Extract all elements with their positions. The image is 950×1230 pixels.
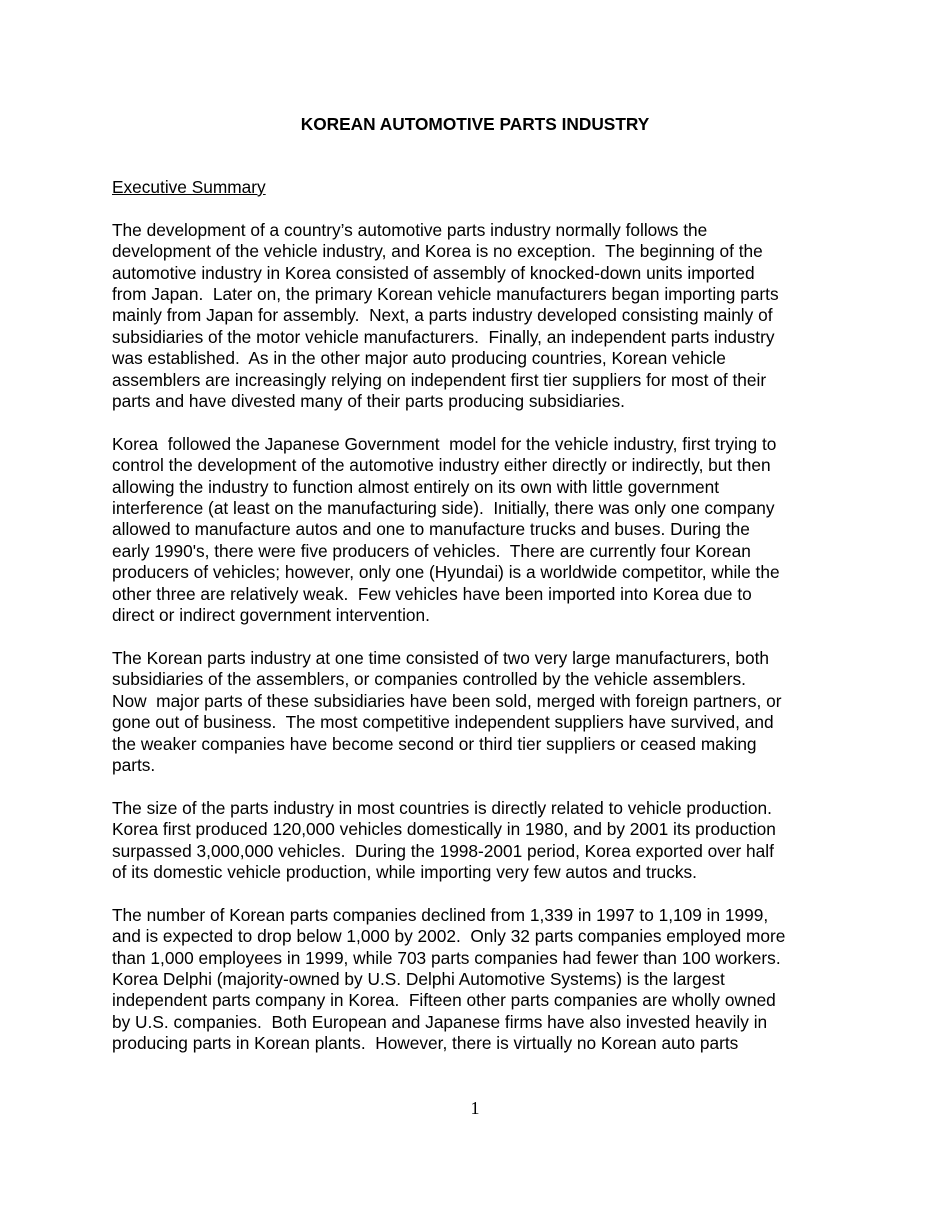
paragraph-line: The Korean parts industry at one time consisted of two very large manufacturers, both	[112, 647, 770, 668]
paragraph-line: by U.S. companies. Both European and Japanese firms have also invested heavily in	[112, 1011, 768, 1032]
paragraph-line: mainly from Japan for assembly. Next, a parts industry developed consisting mainly of	[112, 305, 773, 326]
paragraph-line: other three are relatively weak. Few vehicles have been imported into Korea due to	[112, 583, 752, 604]
paragraph-5	[112, 905, 872, 1055]
paragraph-line: from Japan. Later on, the primary Korean vehicle manufacturers began importing parts	[112, 284, 779, 305]
paragraph-line: Now major parts of these subsidiaries have been sold, merged with foreign partners, or	[112, 690, 782, 711]
paragraph-line: allowing the industry to function almost entirely on its own with little government	[112, 476, 720, 497]
paragraph-line: independent parts company in Korea. Fifteen other parts companies are wholly owned	[112, 990, 776, 1011]
paragraph-line: surpassed 3,000,000 vehicles. During the 1998-2001 period, Korea exported over half	[112, 840, 774, 861]
paragraph-line: The size of the parts industry in most countries is directly related to vehicle production.	[112, 797, 772, 818]
paragraph-line: assemblers are increasingly relying on independent first tier suppliers for most of their	[112, 369, 767, 390]
section-heading: Executive Summary	[112, 177, 266, 197]
paragraph-line: The number of Korean parts companies declined from 1,339 in 1997 to 1,109 in 1999,	[112, 904, 769, 925]
paragraph-1	[112, 220, 872, 413]
paragraph-line: Korea first produced 120,000 vehicles domestically in 1980, and by 2001 its production	[112, 819, 776, 840]
paragraph-line: development of the vehicle industry, and Korea is no exception. The beginning of the	[112, 241, 763, 262]
paragraph-line: and is expected to drop below 1,000 by 2002. Only 32 parts companies employed more	[112, 926, 786, 947]
document-body	[112, 177, 872, 1055]
paragraph-line: gone out of business. The most competitive independent suppliers have survived, and	[112, 712, 774, 733]
document-title: KOREAN AUTOMOTIVE PARTS INDUSTRY	[300, 114, 650, 134]
paragraph-line: of its domestic vehicle production, while importing very few autos and trucks.	[112, 861, 697, 882]
paragraph-line: producers of vehicles; however, only one (Hyundai) is a worldwide competitor, while the	[112, 562, 780, 583]
page-number: 1	[470, 1098, 480, 1118]
paragraph-line: producing parts in Korean plants. However, there is virtually no Korean auto parts	[112, 1033, 739, 1054]
paragraph-line: direct or indirect government intervention.	[112, 605, 430, 626]
paragraph-2	[112, 434, 872, 627]
paragraph-line: The development of a country’s automotive parts industry normally follows the	[112, 219, 708, 240]
paragraph-line: Korea followed the Japanese Government model for the vehicle industry, first trying to	[112, 433, 777, 454]
paragraph-line: the weaker companies have become second or third tier suppliers or ceased making	[112, 733, 757, 754]
paragraph-line: allowed to manufacture autos and one to manufacture trucks and buses. During the	[112, 519, 750, 540]
paragraph-line: subsidiaries of the assemblers, or companies controlled by the vehicle assemblers.	[112, 669, 746, 690]
paragraph-line: subsidiaries of the motor vehicle manufacturers. Finally, an independent parts industry	[112, 326, 775, 347]
paragraph-line: than 1,000 employees in 1999, while 703 parts companies had fewer than 100 workers.	[112, 947, 781, 968]
paragraph-line: automotive industry in Korea consisted of assembly of knocked-down units imported	[112, 262, 755, 283]
paragraph-line: parts.	[112, 754, 156, 775]
paragraph-4	[112, 798, 872, 884]
paragraph-line: Korea Delphi (majority-owned by U.S. Delphi Automotive Systems) is the largest	[112, 968, 725, 989]
paragraph-line: control the development of the automotive industry either directly or indirectly, but then	[112, 455, 771, 476]
paragraph-line: early 1990's, there were five producers of vehicles. There are currently four Korean	[112, 540, 751, 561]
paragraph-line: parts and have divested many of their parts producing subsidiaries.	[112, 391, 625, 412]
paragraph-line: interference (at least on the manufacturing side). Initially, there was only one company	[112, 498, 775, 519]
paragraph-line: was established. As in the other major auto producing countries, Korean vehicle	[112, 348, 726, 369]
paragraph-3	[112, 648, 872, 776]
